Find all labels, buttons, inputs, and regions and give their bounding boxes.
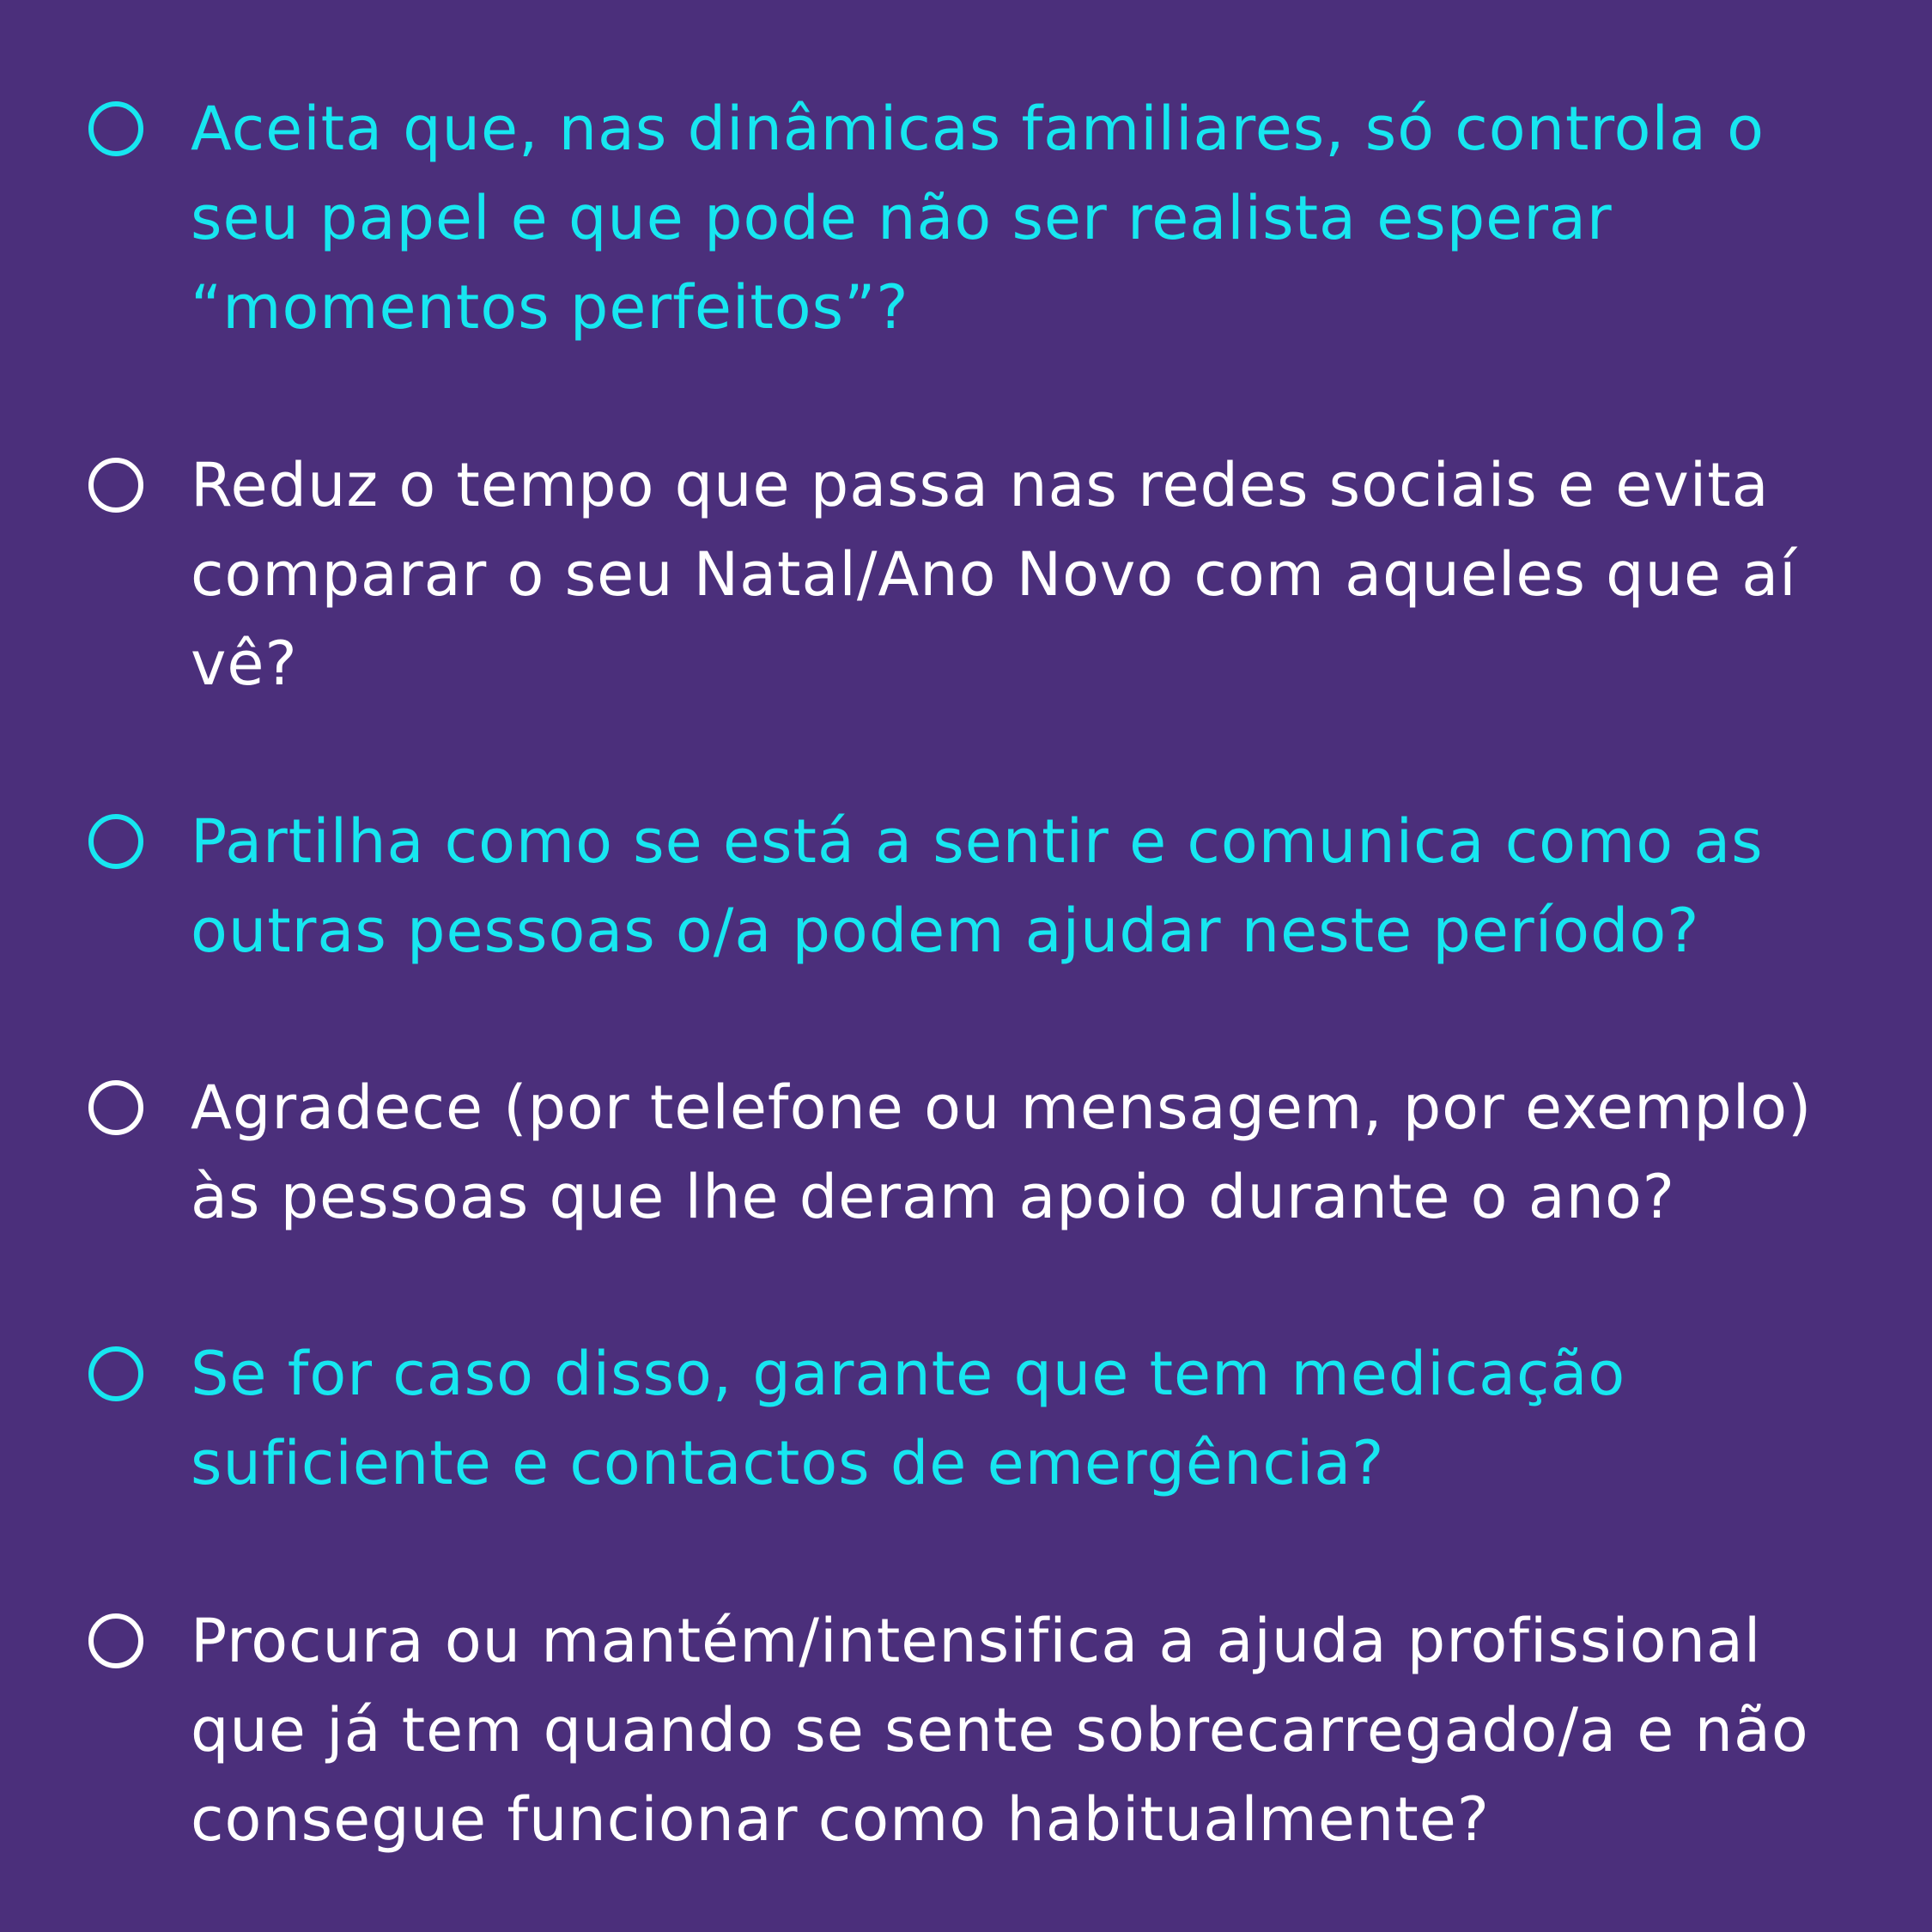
checklist-item-text: Se for caso disso, garante que tem medicação suficiente e contactos de emergência? — [191, 1339, 1626, 1498]
circle-outline-icon[interactable] — [88, 1080, 143, 1135]
checklist-item-text: Procura ou mantém/intensifica a ajuda profissional que já tem quando se sente sobrecarregado/a e não consegue funcionar como habitualmente? — [191, 1606, 1809, 1855]
checklist-item-text: Partilha como se está a sentir e comunica como as outras pessoas o/a podem ajudar neste período? — [191, 806, 1764, 966]
circle-outline-icon[interactable] — [88, 1613, 143, 1668]
circle-outline-icon[interactable] — [88, 1346, 143, 1401]
circle-outline-icon[interactable] — [88, 814, 143, 869]
circle-outline-icon[interactable] — [88, 458, 143, 513]
checklist-item-text: Reduz o tempo que passa nas redes sociais e evita comparar o seu Natal/Ano Novo com aqueles que aí vê? — [191, 450, 1797, 699]
circle-outline-icon[interactable] — [88, 101, 143, 156]
checklist-item-text: Agradece (por telefone ou mensagem, por exemplo) às pessoas que lhe deram apoio durante o ano? — [191, 1072, 1813, 1232]
checklist-item-text: Aceita que, nas dinâmicas familiares, só controla o seu papel e que pode não ser realista esperar “momentos perfeitos”? — [191, 94, 1765, 343]
